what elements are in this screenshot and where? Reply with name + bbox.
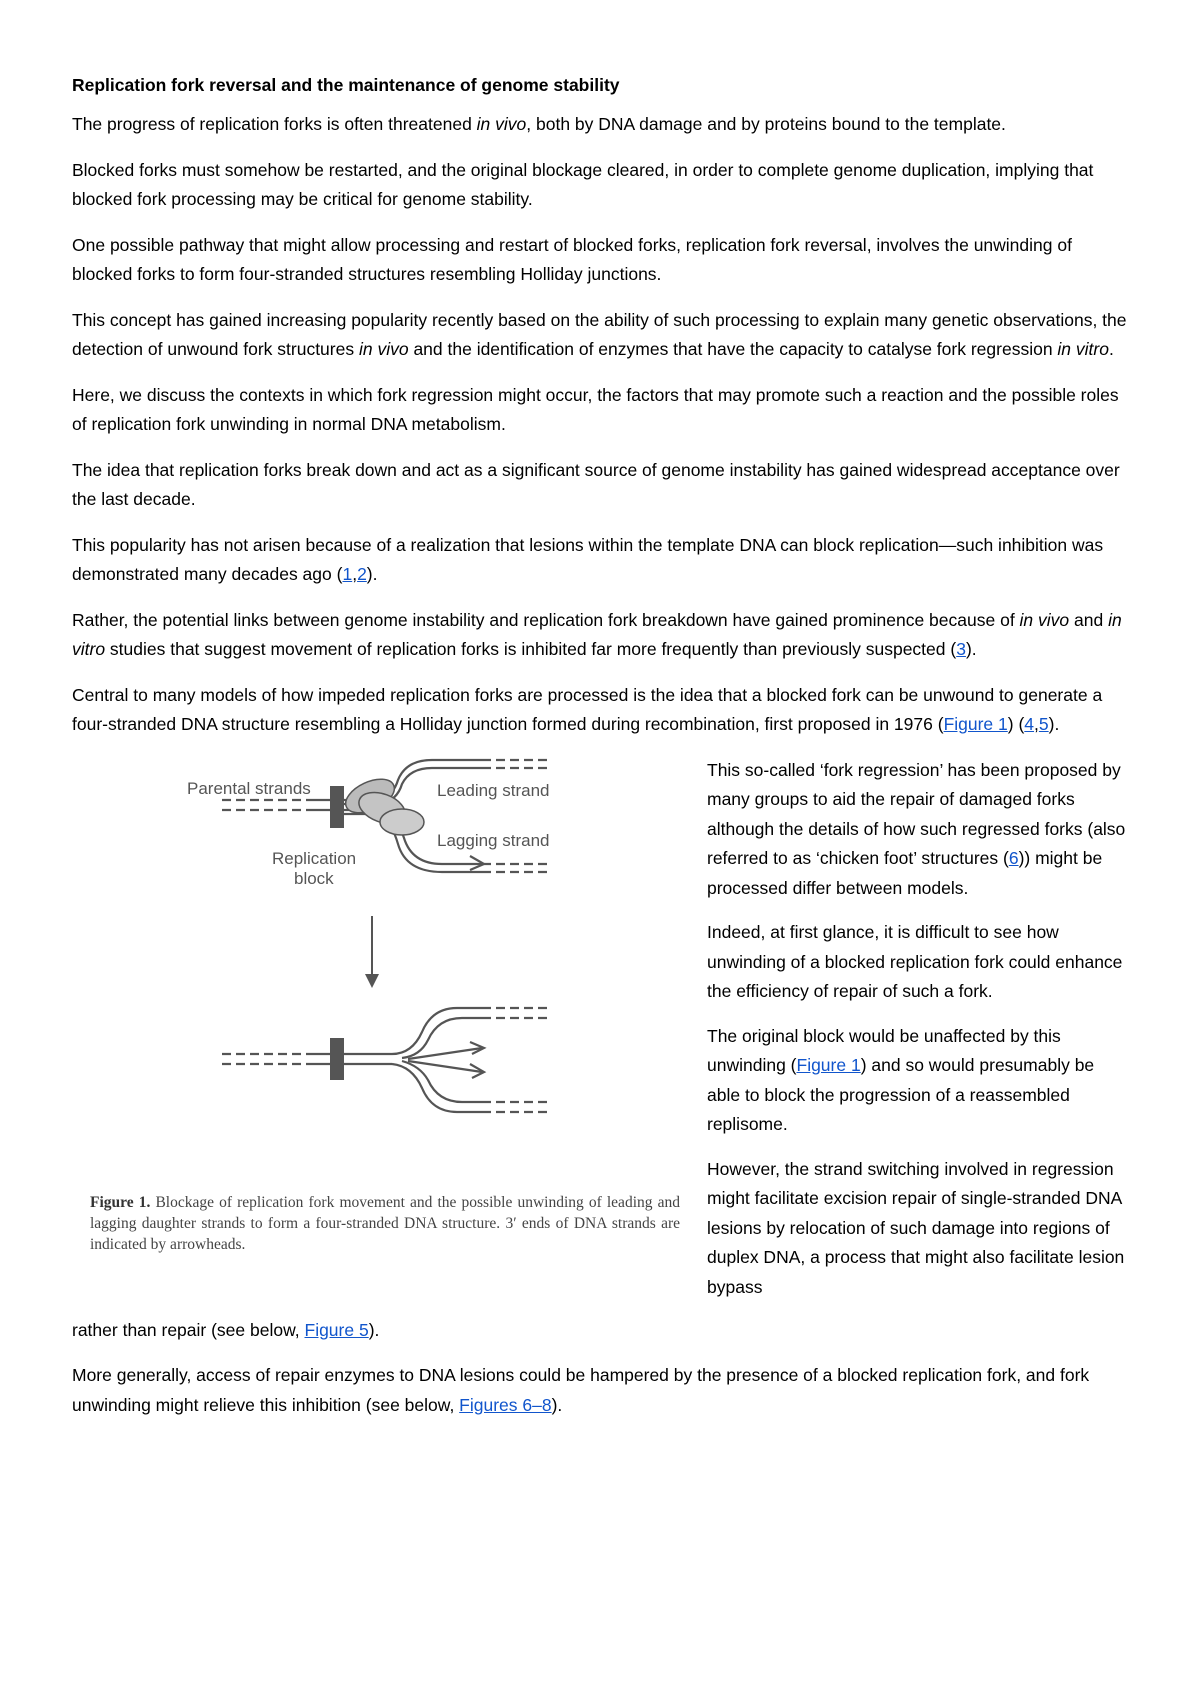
paragraph-2: Blocked forks must somehow be restarted, and the original blockage cleared, in order to complete genome duplication, implying that blocked fork processing may be critical for genome stability. [72, 159, 1094, 209]
reference-link-3[interactable]: 3 [956, 639, 966, 659]
replication-block-bottom [330, 1038, 344, 1080]
replisome-clamp [380, 809, 424, 835]
label-leading-strand: Leading strand [437, 780, 550, 800]
label-replication-block-2: block [294, 868, 334, 888]
continuation-paragraph: rather than repair (see below, Figure 5). [72, 1319, 380, 1340]
figure-1-link[interactable]: Figure 1 [943, 714, 1008, 734]
document-page [72, 70, 1132, 1436]
figure-1 [72, 756, 680, 1296]
regressed-upper-outer [392, 1008, 482, 1054]
document-title: Replication fork reversal and the maintenance of genome stability [72, 75, 620, 95]
reference-link-4[interactable]: 4 [1024, 714, 1035, 734]
reference-link-2[interactable]: 2 [357, 564, 367, 584]
side-paragraph-1: This so-called ‘fork regression’ has been proposed by many groups to aid the repair of damaged forks although the details of how such regressed forks (also referred to as ‘chicken foot’ structures (6)) might be processed differ between models. [707, 759, 1126, 898]
regressed-daughter-upper [408, 1048, 482, 1059]
side-paragraph-3: The original block would be unaffected by this unwinding (Figure 1) and so would presumably be able to block the progression of a reassembled replisome. [707, 1025, 1095, 1134]
paragraph-7: This popularity has not arisen because of a realization that lesions within the template DNA can block replication—such inhibition was demonstrated many decades ago (1,2). [72, 534, 1104, 584]
label-replication-block-1: Replication [272, 848, 357, 868]
figures-6-8-link[interactable]: Figures 6–8 [459, 1394, 552, 1415]
replication-block-top [330, 786, 344, 828]
paragraph-8: Rather, the potential links between genome instability and replication fork breakdown have gained prominence because of in vivo and in vitro studies that suggest movement of replication forks is inhibited far more frequently than previously suspected (3). [72, 609, 1122, 659]
paragraph-1: The progress of replication forks is often threatened in vivo, both by DNA damage and by proteins bound to the template. [72, 114, 1006, 134]
paragraph-10: More generally, access of repair enzymes to DNA lesions could be hampered by the presence of a blocked replication fork, and fork unwinding might relieve this inhibition (see below, Figures 6–8). [72, 1365, 1090, 1415]
paragraph-9: Central to many models of how impeded replication forks are processed is the idea that a blocked fork can be unwound to generate a four-stranded DNA structure resembling a Holliday junction formed during recombination, first proposed in 1976 (Figure 1) (4,5). [72, 684, 1103, 734]
figure-1-link-side[interactable]: Figure 1 [796, 1055, 861, 1075]
reference-link-5[interactable]: 5 [1038, 714, 1049, 734]
paragraph-6: The idea that replication forks break down and act as a significant source of genome instability has gained widespread acceptance over the last decade. [72, 459, 1120, 509]
reference-link-1[interactable]: 1 [342, 564, 353, 584]
regressed-lower-outer [392, 1064, 482, 1112]
figure-caption: Figure 1. Blockage of replication fork movement and the possible unwinding of leading and lagging daughter strands to form a four-stranded DNA structure. 3′ ends of DNA strands are indicated by arrowheads. [90, 1193, 680, 1253]
transition-arrow-head [365, 974, 379, 988]
figure-section [72, 756, 1132, 1316]
paragraph-3: One possible pathway that might allow processing and restart of blocked forks, replication fork reversal, involves the unwinding of blocked forks to form four-stranded structures resembling Holliday junctions. [72, 234, 1072, 284]
paragraph-4: This concept has gained increasing popularity recently based on the ability of such processing to explain many genetic observations, the detection of unwound fork structures in vivo and the identification of enzymes that have the capacity to catalyse fork regression in vitro. [72, 309, 1127, 359]
regressed-upper-inner [402, 1018, 482, 1058]
reference-link-6[interactable]: 6 [1008, 848, 1019, 868]
label-parental-strands: Parental strands [187, 778, 311, 798]
side-column [707, 756, 1127, 1318]
paragraph-5: Here, we discuss the contexts in which fork regression might occur, the factors that may promote such a reaction and the possible roles of replication fork unwinding in normal DNA metabolism. [72, 384, 1119, 434]
label-lagging-strand: Lagging strand [437, 830, 550, 850]
figure-5-link[interactable]: Figure 5 [304, 1319, 369, 1340]
side-paragraph-4: However, the strand switching involved in regression might facilitate excision repair of single-stranded DNA lesions by relocation of such damage into regions of duplex DNA, a process that might also facilitate lesion bypass [707, 1158, 1125, 1297]
side-paragraph-2: Indeed, at first glance, it is difficult to see how unwinding of a blocked replication fork could enhance the efficiency of repair of such a fork. [707, 922, 1123, 1001]
fork-diagram [72, 756, 672, 1196]
